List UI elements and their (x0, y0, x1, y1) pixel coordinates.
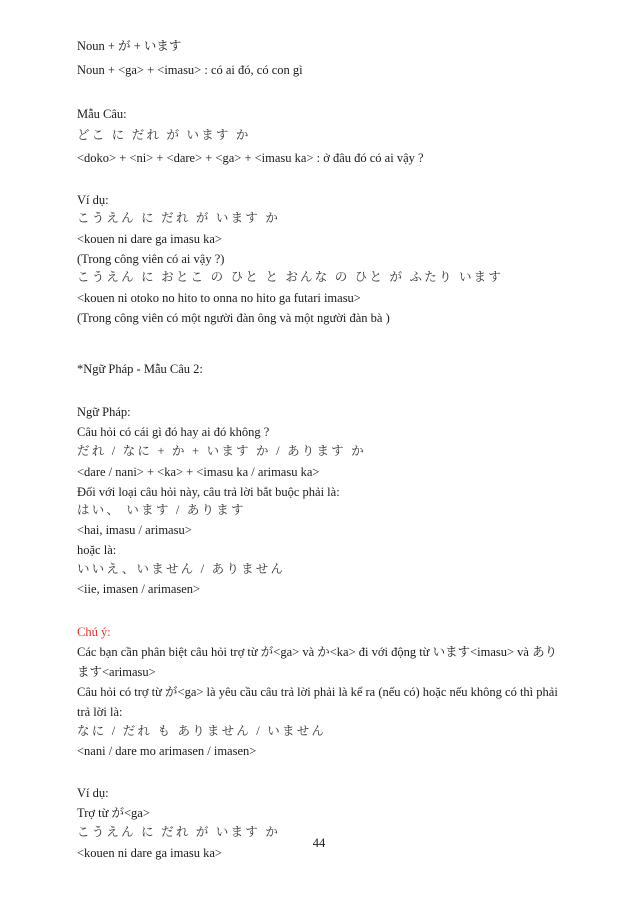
text-line: <dare / nani> + <ka> + <imasu ka / arimasu ka> (77, 465, 320, 479)
text-line: hoặc là: (77, 543, 117, 557)
section-heading: Ví dụ: (77, 786, 109, 800)
japanese-line: いいえ、いません / ありません (77, 562, 286, 576)
japanese-line: こうえん に だれ が います か (77, 211, 281, 225)
section-heading: Ngữ Pháp: (77, 405, 131, 419)
text-line: (Trong công viên có một người đàn ông và một người đàn bà ) (77, 311, 390, 325)
japanese-line: なに / だれ も ありません / いません (77, 724, 327, 738)
text-line: Trợ từ が<ga> (77, 806, 150, 820)
text-line: Đối với loại câu hỏi này, câu trả lời bắt buộc phải là: (77, 485, 340, 499)
page-number: 44 (312, 836, 326, 850)
text-line: trả lời là: (77, 705, 123, 719)
text-line: Câu hỏi có cái gì đó hay ai đó không ? (77, 425, 270, 439)
text-line: ます<arimasu> (77, 665, 156, 679)
text-line: Noun + が + います (77, 39, 182, 53)
text-line: <nani / dare mo arimasen / imasen> (77, 744, 257, 758)
section-heading: Ví dụ: (77, 193, 109, 207)
section-heading: Mẫu Câu: (77, 107, 127, 121)
text-line: <kouen ni otoko no hito to onna no hito ga futari imasu> (77, 291, 361, 305)
text-line: Câu hỏi có trợ từ が<ga> là yêu cầu câu trả lời phải là kể ra (nếu có) hoặc nếu không có thì phải (77, 685, 558, 699)
note-heading: Chú ý: (77, 625, 111, 639)
text-line: Noun + <ga> + <imasu> : có ai đó, có con gì (77, 63, 303, 77)
text-line: <kouen ni dare ga imasu ka> (77, 232, 222, 246)
japanese-line: はい、 います / あります (77, 503, 246, 517)
text-line: <hai, imasu / arimasu> (77, 523, 192, 537)
text-line: <doko> + <ni> + <dare> + <ga> + <imasu ka> : ở đâu đó có ai vậy ? (77, 151, 424, 165)
japanese-line: だれ / なに + か + います か / あります か (77, 444, 366, 458)
japanese-line: こうえん に だれ が います か (77, 825, 281, 839)
section-heading: *Ngữ Pháp - Mẫu Câu 2: (77, 362, 203, 376)
text-line: <kouen ni dare ga imasu ka> (77, 846, 222, 860)
japanese-line: どこ に だれ が います か (77, 128, 251, 142)
text-line: Các bạn cần phân biệt câu hỏi trợ từ が<ga> và か<ka> đi với động từ います<imasu> và あり (77, 645, 558, 659)
japanese-line: こうえん に おとこ の ひと と おんな の ひと が ふたり います (77, 270, 504, 284)
text-line: <iie, imasen / arimasen> (77, 582, 201, 596)
text-line: (Trong công viên có ai vậy ?) (77, 252, 225, 266)
